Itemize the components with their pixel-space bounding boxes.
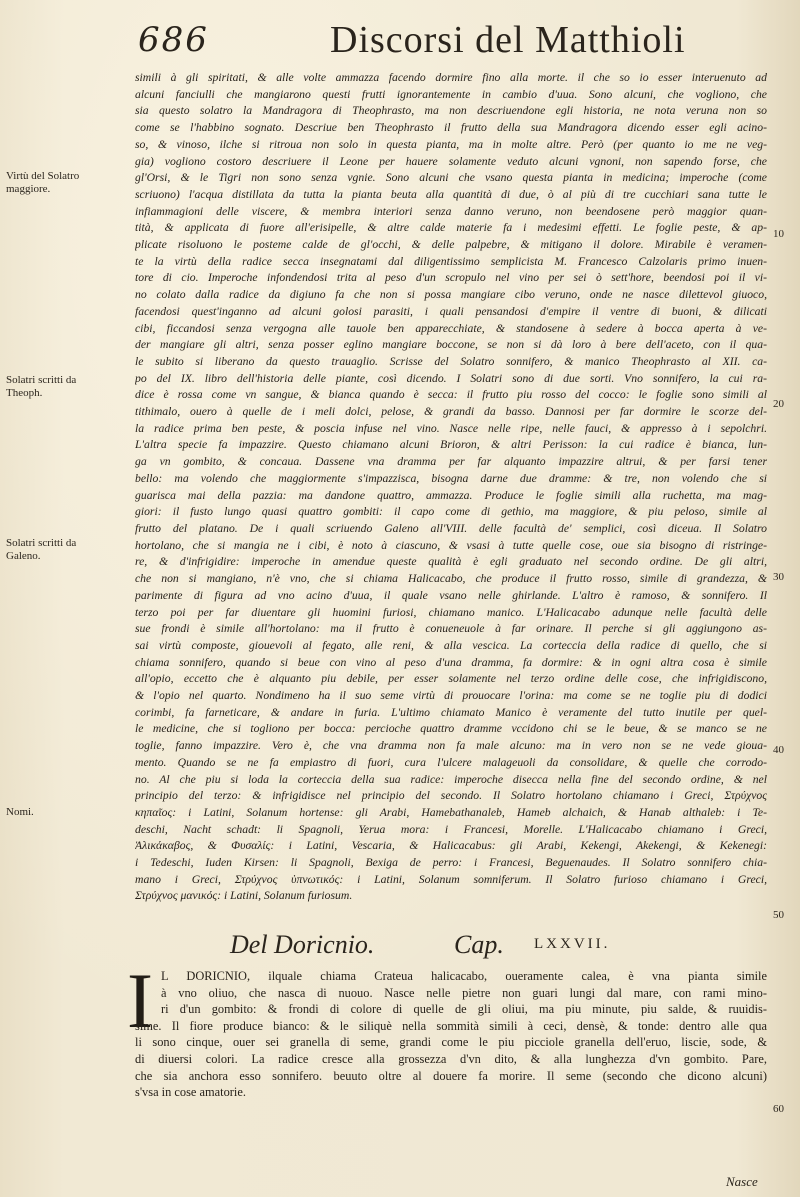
chapter-heading <box>230 930 750 964</box>
text-line: gl'Orsi, & le Tigri non sono senza vgnie. Sono alcuni che vsano questa pianta in medicina; imperoche (come <box>135 171 767 185</box>
line-number: 60 <box>773 1103 784 1115</box>
margin-note: Virtù del Solatro maggiore. <box>6 170 80 195</box>
margin-note: Solatri scritti da Galeno. <box>6 537 77 562</box>
line-number: 10 <box>773 228 784 240</box>
text-line: come se l'habbino sognato. Descriue ben Theophrasto il frutto della sua Mandragora dicendo esser egli acino- <box>135 121 767 135</box>
text-line: infiammagioni delle viscere, & membra interiori senza danno veruno, non beendosene però maggior quan- <box>135 204 767 218</box>
text-line: Ἁλικάκαβος, & Φυσαλίς: i Latini, Vescaria, & Halicacabus: gli Arabi, Kekengi, Akekengi, & Kekenegi: <box>135 839 767 853</box>
text-line: la radice prima ben peste, & poscia infuse nel vino. Nasce nelle ripe, nelle fauci, & appresso à i sepolchri. <box>135 421 767 435</box>
text-line: tità, & applicata di fuore all'erisipelle, & altre calde materie fa i medesimi effetti. Le foglie peste, & ap- <box>135 221 767 235</box>
text-line: te la virtù della radice secca insegnatami dal diligentissimo semplicista M. Francesco Calzolaris primo inuen- <box>135 254 767 268</box>
running-title: Discorsi del Matthioli <box>330 19 686 61</box>
line-number: 50 <box>773 909 784 921</box>
text-line: terzo poi per far diuentare gli huomini furiosi, chiamano manico. L'Halicacabo adunque nelle facultà delle <box>135 605 767 619</box>
text-line: simili à gli spiritati, & alle volte ammazza facendo dormire fino alla morte. il che so io esser interuenuto ad <box>135 71 767 84</box>
line-number: 20 <box>773 398 784 410</box>
text-line: der mangiare gli altri, senza posser eglino mangiare boccone, se non si dà loro à bere dell'aceto, con il qua- <box>135 338 767 352</box>
chapter-text-line: ri d'un gombito: & frondi di colore di quelle de gli oliui, ma piu minute, piu salde, & ruuidis- <box>161 1002 767 1017</box>
text-line: no. Al che piu si loda la corteccia della sua radice: imperoche disecca nella fine del secondo ordine, & nel <box>135 772 767 786</box>
text-line: po del IX. libro dell'historia delle piante, così dicendo. I Solatri sono di due sorti. Vno sonnifero, la cui ra- <box>135 371 767 385</box>
text-line: re, & d'infrigidire: imperoche in amendue queste qualità è egli graduato nel secondo ordine. De gli altri, <box>135 555 767 569</box>
page-header <box>0 12 800 72</box>
text-line: guarisca mai della pazzia: ma dandone quattro, ammazza. Produce le foglie simili alla ruchetta, ma mag- <box>135 488 767 502</box>
text-line: plicate risoluono le posteme calde de gl'occhi, & delle palpebre, & mitigano il dolore. Mirabile è veramen- <box>135 238 767 252</box>
text-line: so, & vinoso, ilche si ritroua non solo in questa pianta, ma in molte altre. Però (per quanto io me ne veg- <box>135 137 767 151</box>
text-line: frutto del platano. De i quali scriuendo Galeno all'VIII. delle facultà de' semplici, così diceua. Il Solatro <box>135 521 767 535</box>
chapter-text-line: che sia anchora esso sonnifero. beuuto oltre al douere fa morire. Il seme (secondo che dicono alcuni) <box>135 1068 767 1083</box>
text-line: hortolano, che si mangia ne i cibi, è noto à ciascuno, & vsasi à tutte quelle cose, oue sia bisogno di ristringe- <box>135 538 767 552</box>
line-number: 40 <box>773 744 784 756</box>
margin-note: Solatri scritti da Theoph. <box>6 374 77 399</box>
text-line: parimente di figura ad vno acino d'uua, il quale vsano nelle ghirlande. L'altro è ramoso, & sonnifero. Il <box>135 588 767 602</box>
text-line: L'altra specie fa impazzire. Questo chiamano alcuni Brioron, & altri Perisson: la cui radice è bianca, lun- <box>135 438 767 452</box>
text-line: Στρύχνος μανικός: i Latini, Solanum furiosum. <box>135 889 353 903</box>
chapter-title: Del Doricnio. <box>230 930 375 959</box>
chapter-text-line: li sono cinque, ouer sei granella di seme, grandi come le piu picciole granella dell'eruo, liscie, sode, & <box>135 1035 767 1050</box>
margin-note: Nomi. <box>6 806 34 818</box>
text-line: ga vn gombito, & concaua. Dassene vna dramma per far alquanto impazzire altrui, & per farsi tener <box>135 455 767 469</box>
text-line: dice è rossa come vn sangue, & bianca quando è secca: il frutto piu rosso del cocco: le foglie sono simili al <box>135 388 767 402</box>
text-line: le subito si liberano da questo trauaglio. Scrisse del Solatro sonnifero, & manico Theophrasto al XII. ca- <box>135 354 767 368</box>
text-line: tore di cio. Imperoche infondendosi trita al peso d'un scropulo nel vino per sei ò sett'hore, beendosi poi il vi- <box>135 271 767 285</box>
line-number: 30 <box>773 571 784 583</box>
text-line: i Tedeschi, Iuden Kirsen: li Spagnoli, Bexiga de perro: i Francesi, Beguenaudes. Il Solatro sonnifero chia- <box>135 856 767 870</box>
text-line: scriuono) l'acqua distillata da tutta la pianta beuta alla quantità di due, ò al più di tre cucchiari sana tutte le <box>135 187 767 201</box>
text-line: toglie, fanno impazzire. Vero è, che vna dramma non fa male alcuno: ma in vero non se ne vede gioua- <box>135 739 767 753</box>
page-number: 686 <box>138 20 209 60</box>
text-line: corimbi, fa farneticare, & andare in furia. L'ultimo chiamato Manico è veramente del tutto inutile per quel- <box>135 705 767 719</box>
text-line: giori: il fusto lungo quasi quattro gombiti: il capo come di gethio, ma maggiore, & piu peloso, simile al <box>135 505 767 519</box>
text-line: bello: ma volendo che maggiormente s'impazzisca, bisogna darne due dramme: & tre, non volendo che si <box>135 471 767 485</box>
text-line: κηπαῖος: i Latini, Solanum hortense: gli Arabi, Hamebathanaleb, Hameb alchaich, & Hanab althaleb: i Te- <box>135 805 767 819</box>
text-line: mano i Greci, Στρύχνος ὑπνωτικός: i Latini, Solanum somniferum. Il Solatro furioso chiamano i Greci, <box>135 872 767 886</box>
text-line: sai virtù composte, giouevoli al fegato, alle reni, & alla vescica. La corteccia della radice di quello, che si <box>135 638 767 652</box>
chapter-text-line: s'vsa in cose amatorie. <box>135 1085 246 1100</box>
text-line: che non si mangiano, n'è vno, che si chiama Halicacabo, che produce il frutto rosso, simile di grandezza, & <box>135 572 767 586</box>
text-line: mento. Quando se ne fa empiastro di fuori, cura l'ulcere malageuoli da consolidare, & quelle che corrodo- <box>135 755 767 769</box>
text-line: chiama sonnifero, quando si beue con vino al peso d'una dramma, fa dormire: & in ogni altra cosa è simile <box>135 655 767 669</box>
text-line: le medicine, che si togliono per bocca: percioche quattro dramme vccidono chi se le beue, & se manco se ne <box>135 722 767 736</box>
text-line: all'opio, eccetto che è alquanto piu debile, per esser solamente nel terzo ordine delle cose, che infrigidiscono, <box>135 672 767 686</box>
text-line: no colato dalla radice da digiuno fa che non si possa mangiare cibo veruno, onde ne nasce dilettevol giuoco, <box>135 288 767 302</box>
text-line: alcuni fanciulli che mangiarono questi frutti ignorantemente in cambio d'uua. Sono alcuni, che vogliono, che <box>135 87 767 101</box>
catchword: Nasce <box>726 1174 758 1189</box>
chapter-text-line: L DORICNIO, ilquale chiama Crateua halicacabo, oueramente calea, è vna pianta simile <box>161 969 767 983</box>
chapter-text-line: à vno oliuo, che nasca di nuouo. Nasce nelle pietre non guari lungi dal mare, con rami mino- <box>161 985 767 1000</box>
chapter-text <box>135 968 767 1101</box>
text-line: deschi, Nacht schadt: li Spagnoli, Yerua mora: i Francesi, Morelle. L'Halicacabo chiamano i Greci, <box>135 822 767 836</box>
text-line: gia) vogliono costoro descriuere il Leone per hauere solamente veduto alcuni vgnoni, non sapendo forse, che <box>135 154 767 168</box>
drop-cap: I <box>127 957 153 1044</box>
text-line: cibi, ficcandosi senza vergogna alle tauole ben apparecchiate, & standosene à sedere à bocca aperta à ve- <box>135 321 767 335</box>
text-line: sia questo solatro la Mandragora di Theophrasto, ma non descriuendone egli historia, ne nota veruna non so <box>135 104 767 118</box>
chapter-cap-label: Cap. <box>454 930 504 959</box>
chapter-number: LXXVII. <box>534 936 611 952</box>
text-line: & l'opio nel quarto. Nondimeno ha il suo seme virtù di prouocare l'orina: ma come se ne toglie piu di dodici <box>135 689 767 703</box>
text-line: principio del terzo: & infrigidisce nel principio del secondo. Il Solatro hortolano chiamano i Greci, Στρύχνος <box>135 789 767 803</box>
chapter-text-line: sime. Il fiore produce bianco: & le siliquè nella sommità simili à ceci, densè, & tonde: dentro alle qua <box>135 1018 767 1033</box>
chapter-text-line: di diuersi colori. La radice cresce alla grossezza d'vn dito, & alla lunghezza d'vn gombito. Pare, <box>135 1051 767 1066</box>
body-text <box>135 70 767 905</box>
text-line: tithimalo, ouero à quelle de i meli dolci, pelose, & grandi da basso. Dannosi per far dormire le scorze del- <box>135 405 767 419</box>
text-line: facendosi quest'inganno ad alcuni golosi parasiti, i quali pensandosi d'empire il ventre di buoni, & dilicati <box>135 304 767 318</box>
text-line: sue frondi è simile all'hortolano: ma il frutto è conueneuole à far orinare. Il perche si gli aggiungono as- <box>135 622 767 636</box>
